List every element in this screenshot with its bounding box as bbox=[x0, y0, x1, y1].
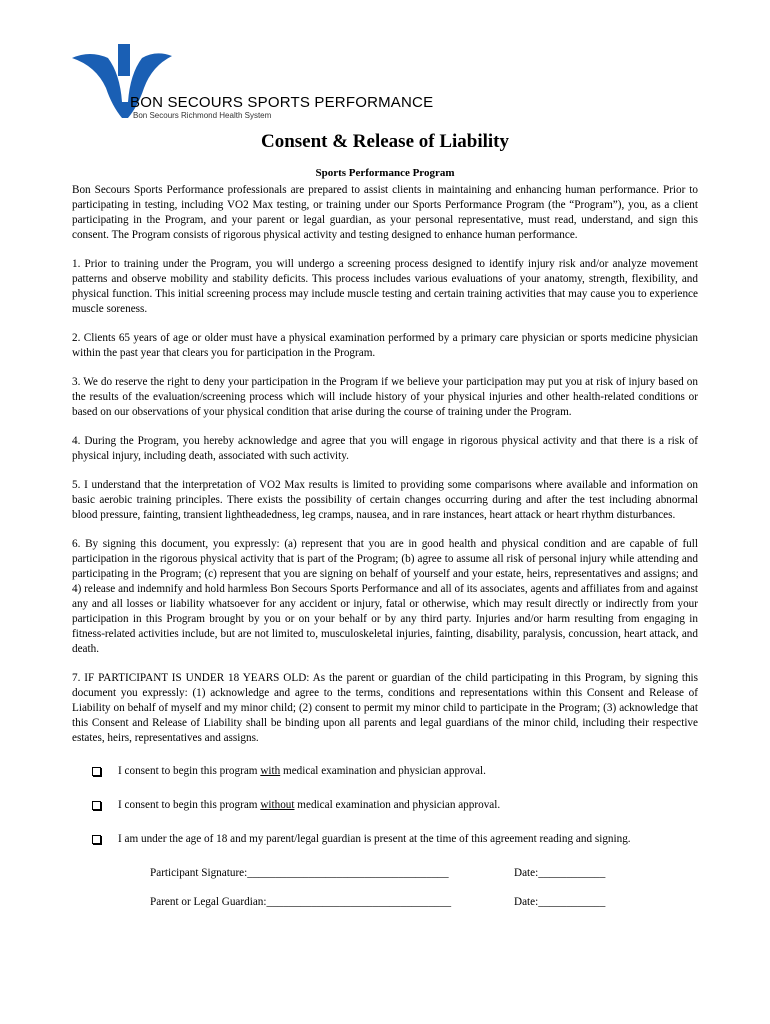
clause-1: 1. Prior to training under the Program, you will undergo a screening process designed to identify injury risk and/or analyze movement patterns and observe mobility and stability deficits. This process includes various evaluations of your anatomy, strength, flexibility, and physical function. This initial screening process may include muscle testing and certain training activities that may cause you to experience muscle soreness. bbox=[72, 258, 698, 315]
consent-without-exam-option[interactable] bbox=[92, 798, 698, 813]
checkbox-minor-present[interactable] bbox=[92, 835, 101, 844]
clause-2: 2. Clients 65 years of age or older must have a physical examination performed by a primary care physician or sports medicine physician within the past year that clears you for participation in the Program. bbox=[72, 332, 698, 359]
participant-date-field[interactable]: Date:____________ bbox=[514, 867, 606, 879]
consent-options bbox=[72, 764, 698, 847]
clause-3: 3. We do reserve the right to deny your participation in the Program if we believe your participation may put you at risk of injury based on the results of the evaluation/screening process which will include history of your physical injuries and other health-related conditions or based on our observations of your physical condition that arise during the course of training under the Program. bbox=[72, 376, 698, 418]
document-body bbox=[72, 166, 698, 924]
intro-paragraph: Bon Secours Sports Performance professionals are prepared to assist clients in maintaining and enhancing human performance. Prior to participating in testing, including VO2 Max testing, or training under our Sports Performance Program (the “Program”), you, as a client participating in the Program, and your parent or legal guardian, as your personal representative, must read, understand, and sign this consent. The Program consists of rigorous physical activity and testing designed to enhance human performance. bbox=[72, 184, 698, 241]
program-subtitle: Sports Performance Program bbox=[315, 167, 455, 179]
brand-subtitle: Bon Secours Richmond Health System bbox=[133, 111, 272, 120]
logo-bar bbox=[118, 44, 130, 76]
guardian-date-field[interactable]: Date:____________ bbox=[514, 896, 606, 908]
page-title: Consent & Release of Liability bbox=[260, 131, 510, 152]
guardian-signature-field[interactable]: Parent or Legal Guardian:_________________________________ bbox=[150, 896, 452, 908]
signature-block bbox=[150, 866, 698, 910]
clause-7: 7. IF PARTICIPANT IS UNDER 18 YEARS OLD: As the parent or guardian of the child participating in this Program, by signing this document you expressly: (1) acknowledge and agree to the terms, conditions and representations within this Consent and Release of Liability on behalf of myself and my minor child; (2) consent to permit my minor child to participate in the Program; (3) acknowledge that this Consent and Release of Liability shall be binding upon all parents and legal guardians of the minor child, including their respective estates, heirs, representatives and assigns. bbox=[72, 672, 698, 744]
consent-with-exam-label: I consent to begin this program with medical examination and physician approval. bbox=[118, 765, 486, 777]
consent-without-exam-label: I consent to begin this program without medical examination and physician approval. bbox=[118, 799, 501, 811]
minor-present-label: I am under the age of 18 and my parent/legal guardian is present at the time of this agreement reading and signing. bbox=[118, 833, 631, 845]
checkbox-with-exam[interactable] bbox=[92, 767, 101, 776]
checkbox-without-exam[interactable] bbox=[92, 801, 101, 810]
clause-5: 5. I understand that the interpretation of VO2 Max results is limited to providing some comparisons where available and information on basic aerobic training principles. There exists the possibility of certain changes occurring during and after the test including abnormal blood pressure, fainting, transient lightheadedness, leg cramps, nausea, and in rare instances, heart attack or heart rhythm disturbances. bbox=[72, 479, 698, 521]
consent-with-exam-option[interactable] bbox=[92, 764, 698, 779]
minor-present-option[interactable] bbox=[92, 832, 698, 847]
participant-signature-field[interactable]: Participant Signature:____________________________________ bbox=[150, 867, 449, 879]
brand-name: BON SECOURS SPORTS PERFORMANCE bbox=[130, 94, 434, 111]
clause-4: 4. During the Program, you hereby acknowledge and agree that you will engage in rigorous physical activity and that there is a risk of physical injury, including death, associated with such activity. bbox=[72, 435, 698, 462]
clause-6: 6. By signing this document, you expressly: (a) represent that you are in good health and physical condition and are capable of full participation in the rigorous physical activity that is part of the Program; (b) agree to assume all risk of personal injury while attending and participating in the Program; (c) represent that you are signing on behalf of yourself and your estate, heirs, representatives and assigns; and 4) release and indemnify and hold harmless Bon Secours Sports Performance and all of its associates, agents and affiliates from and against any and all losses or liability whatsoever for any accident or injury, fatal or otherwise, which may result directly or indirectly from your participation in this Program brought by you or on your behalf or by any third party. Injuries and/or harm resulting from engaging in fitness-related activities include, but are not limited to, musculoskeletal injuries, fainting, disability, paralysis, concussion, heart attack, and death. bbox=[72, 538, 698, 655]
